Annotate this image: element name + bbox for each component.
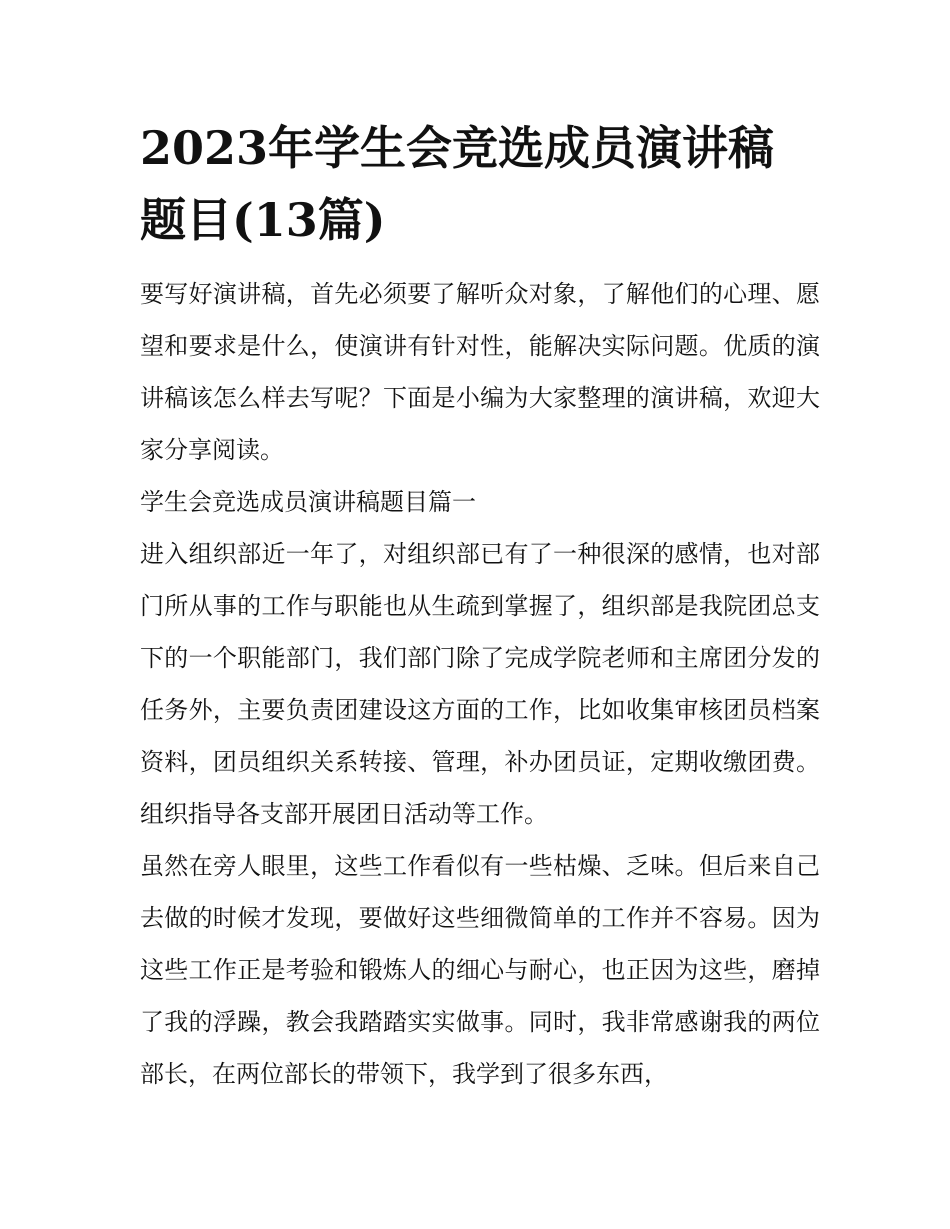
intro-paragraph: 要写好演讲稿，首先必须要了解听众对象，了解他们的心理、愿望和要求是什么，使演讲有针对性，能解决实际问题。优质的演讲稿该怎么样去写呢？下面是小编为大家整理的演讲稿，欢迎大家分享阅读。: [140, 280, 820, 464]
body-paragraph-1: 进入组织部近一年了，对组织部已有了一种很深的感情，也对部门所从事的工作与职能也从生疏到掌握了，组织部是我院团总支下的一个职能部门，我们部门除了完成学院老师和主席团分发的任务外，主要负责团建设这方面的工作，比如收集审核团员档案资料，团员组织关系转接、管理，补办团员证，定期收缴团费。组织指导各支部开展团日活动等工作。: [140, 540, 820, 828]
section-heading: 学生会竞选成员演讲稿题目篇一: [140, 488, 476, 516]
document-page: [140, 112, 820, 1100]
document-title: 2023年学生会竞选成员演讲稿题目(13篇): [140, 121, 775, 247]
body-paragraph-2: 虽然在旁人眼里，这些工作看似有一些枯燥、乏味。但后来自己去做的时候才发现，要做好这些细微简单的工作并不容易。因为这些工作正是考验和锻炼人的细心与耐心，也正因为这些，磨掉了我的浮躁，教会我踏踏实实做事。同时，我非常感谢我的两位部长，在两位部长的带领下，我学到了很多东西，: [140, 852, 820, 1088]
